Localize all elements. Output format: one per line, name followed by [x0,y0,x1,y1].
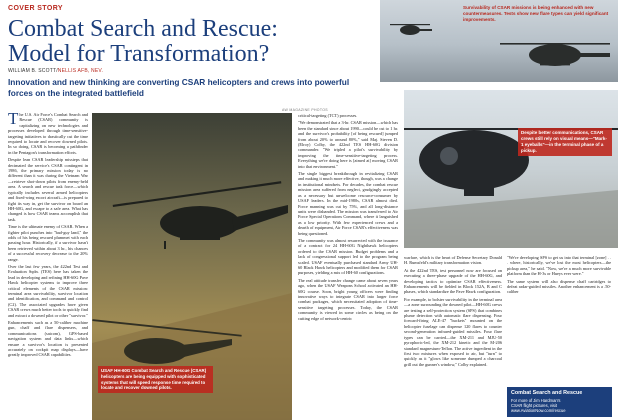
byline-place: NELLIS AFB, NEV. [57,68,104,74]
helicopter-nose-illustration [404,90,618,248]
promo-line-1: For more of Jim Hardman's [511,398,561,403]
promo-line-2: CSAR flight pictures, visit [511,403,557,409]
text-column-3 [404,255,502,369]
text-column-1 [8,109,88,360]
paragraph: The single biggest breakthrough in revitalizing CSAR and making it much more effective, though, was a change in institutional mindsets. For decades, the combat rescue mission area suffered from neglect, grudgingly accepted as a necessary but unwelcome resource-consumer by USAF leaders. In the mid-1980s, CSAR almost died. Force manning was cut by 75%, and all long-distance units were disbanded. The mission was transferred to Air Force Special Operations Command, where it languished as a low priority. With few experienced crews and a dearth of equipment, Air Force CSAR's effectiveness was being questioned. [298,171,398,236]
paragraph: Over the last few years, the 422nd Test and Evaluation Sqdn. (TES) here has taken the lead in developing and refining HH-60G Pave Hawk helicopter systems to improve three critical elements of the CSAR mission: terminal area survivability, survivor location and identification, and command and control (C2). The associated upgrades have given CSAR crews much better tools to quickly find and extract a downed pilot or other "survivor." [8,263,88,318]
title-line-2: Model for Transformation? [8,41,270,67]
web-promo-box[interactable] [507,387,612,417]
paragraph: "We're developing SPS to get us into that terminal [zone] . . . where, historically, we've lost the most helicopters—the pickup area," he said. "Now, we're a much more survivable platform than the H-3s or Hueys ever were." [507,255,611,277]
right-helicopter-photo [404,90,618,248]
promo-url-link[interactable]: www.AviationNow.com/rescue [511,408,566,414]
paragraph: "We demonstrated that a 3-hr. CSAR mission—which has been the standard since about 1990—could be cut to 1 hr. and the survivor's probability [of being rescued] jumped from about 20% to around 80%," said Maj. Steven D. (Elroy) Colby, the 422nd TES HH-60G division commander. "We tripled a pilot's survivability by improving the time-sensitive-targeting process. Everything we're doing here is [aimed at] moving CSAR into that environment." [298,120,398,169]
top-photo-caption: Survivability of CSAR missions is being enhanced with new countermeasures. Tests show new flare types can yield significant improvements. [463,5,609,22]
paragraph: At the 422nd TES, test personnel now are focused on executing a three-phase upgrade of the HH-60G, and developing tactics to optimize CSAR effectiveness. Enhancements will be fielded in Block 152A, B and C phases, which standardize the Pave Hawk configuration. [404,267,502,295]
section-label: COVER STORY [8,5,63,12]
paragraph: The U.S. Air Force's Combat Search and Rescue (CSAR) community is capitalizing on new technologies and processes developed through time-sensitive-targeting initiatives to drastically cut the time required to locate and recover downed pilots. In so doing, CSAR is becoming a pathfinder in the Pentagon's transformation efforts. [8,109,88,155]
article-title [8,17,338,67]
paragraph: critical-targeting (TCT) processes. [298,113,358,118]
photo-credit: AW MAGAZINE PHOTOS [282,108,328,112]
promo-title: Combat Search and Rescue [511,390,583,396]
paragraph: Despite lean CSAR leadership missteps that decimated the service's CSAR contingent in 1986, the primary mission today is no different than it was during the Vietnam War—retrieve shot-down pilots from enemy-held area. A search and rescue task force—which typically includes several armed helicopters and fixed-wing escort aircraft—is prepared to fight its way in, get the survivor on board an HH-60G, and escape to a safe area. What has changed is how CSAR teams accomplish that task. [8,157,88,222]
main-photo-caption: USAF HH-60G Combat Search and Rescue (CSAR) helicopters are being equipped with sophisticated systems that will speed response time required to locate and recover downed pilots. [98,366,213,393]
text-column-2 [298,113,398,323]
paragraph: The community was almost resurrected with the issuance of a contract for 24 HH-60G Nighthawk helicopters ordered to the CSAR mission. Budget problems and a lack of congressional support led to the program being scaled. USAF eventually purchased standard Army UH-60 Black Hawk helicopters and modified them for CSAR purposes, yielding a mix of HH-60 configurations. [298,237,398,276]
paragraph: The real attitude transfer change came about seven years ago, when the USAF Weapons School activated an HH-60G course. Soon, bright young officers were finding innovative ways to integrate CSAR into larger force combat packages, which necessitated adoption of time-sensitive targeting processes. Today, the CSAR community is viewed in some circles as being on the cutting edge of network-centric [298,277,398,321]
title-line-1: Combat Search and Rescue: [8,16,278,42]
paragraph: For example, to bolster survivability in the terminal area—a zone surrounding the downed pilot—HH-60G crews are testing a self-protection system (SPS) that combines plume detection with automatic flare dispensing. Four forward-firing ALE-47 "buckets" mounted on the helicopter fuselage can dispense 120 flares to counter second-generation infrared-guided missiles. Four flare types can be carried—the XM-211 and MJU-50 pyrophoric-led, the XM-212 kinetic and the M-206 standard magnesium-Teflon. The active ingredient in the first two mixtures when exposed to air, but "turn" to quickly as it "glows like someone dumped a charcoal grill out the gunner's window," Colby explained. [404,296,502,367]
text-column-4 [507,255,611,297]
drop-cap: T [8,109,19,128]
byline-author: WILLIAM B. SCOTT/ [8,68,58,74]
paragraph: The same system will also dispense chaff cartridges to defeat radar-guided missiles. Another enhancement is a .50-caliber [507,278,611,295]
byline [8,68,103,74]
right-photo-caption: Despite better communications, CSAR crews still rely on visual means—"Mark-1 eyeballs"—in the terminal phase of a pickup. [518,128,612,156]
article-deck: Innovation and new thinking are converting CSAR helicopters and crews into powerful forces on the integrated battlefield [8,77,350,98]
paragraph: Enhancements such as a 50-caliber machine gun, chaff and flare dispensers, and communications (satcom), GPS-based navigation system and data links—which ensure a survivor's location is presented accurately on cockpit map displays—have greatly improved CSAR capabilities. [8,320,88,358]
paragraph: Time is the ultimate enemy of CSAR. When a fighter pilot punches into "bad-guy land," the odds of his being rescued plummet with each passing hour. Historically, if a survivor hasn't been retrieved within about 3 hr., his chances of a successful recovery decrease to the 20% range. [8,224,88,262]
paragraph: warfare, which is the heart of Defense Secretary Donald H. Rumsfeld's military transformation vision. [404,255,502,266]
